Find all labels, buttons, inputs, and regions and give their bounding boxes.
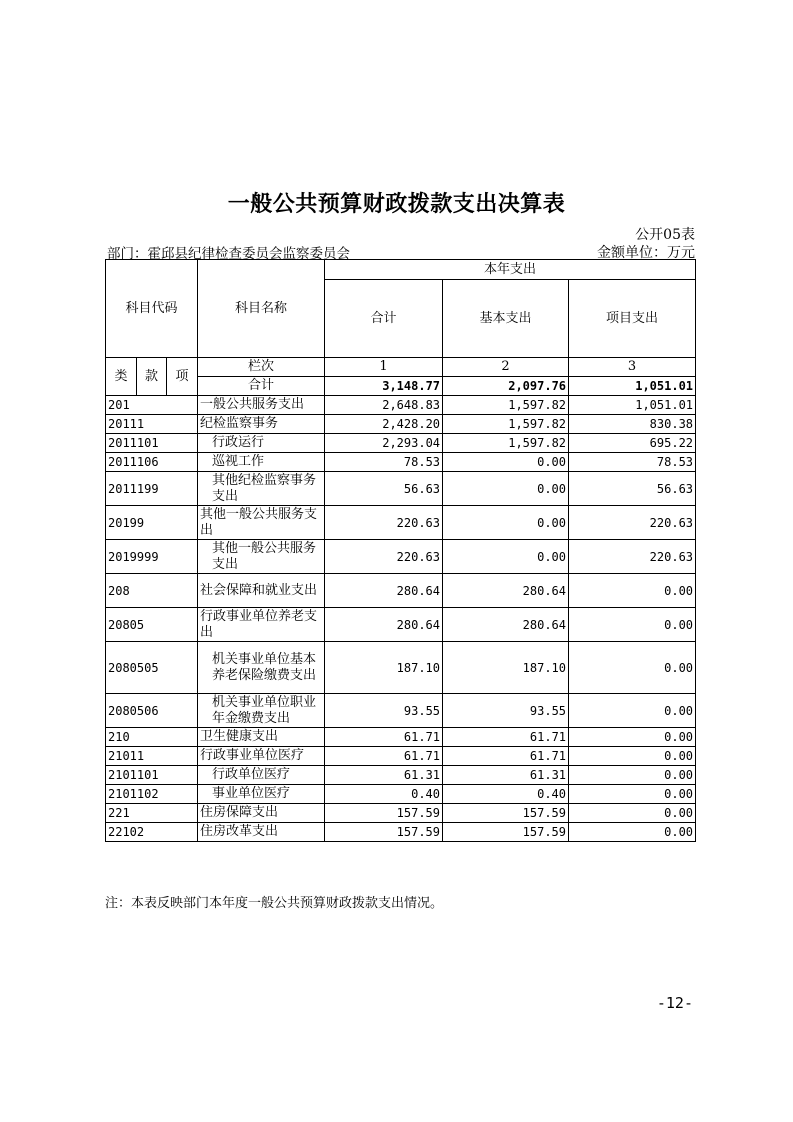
project-cell: 220.63 — [569, 540, 696, 574]
table-row — [106, 804, 696, 823]
subject-code-cell: 2080506 — [106, 694, 198, 728]
project-cell: 0.00 — [569, 823, 696, 842]
subject-name-cell: 其他纪检监察事务支出 — [198, 472, 325, 506]
basic-cell: 1,597.82 — [443, 434, 569, 453]
header-column-label: 栏次 — [198, 358, 325, 377]
subject-code-cell: 20805 — [106, 608, 198, 642]
total-cell: 157.59 — [325, 823, 443, 842]
amount-unit-label: 金额单位：万元 — [597, 245, 695, 261]
basic-cell: 1,597.82 — [443, 415, 569, 434]
project-cell: 695.22 — [569, 434, 696, 453]
total-cell: 93.55 — [325, 694, 443, 728]
subject-code-cell: 20111 — [106, 415, 198, 434]
subject-name-cell: 机关事业单位职业年金缴费支出 — [198, 694, 325, 728]
subject-code-cell: 22102 — [106, 823, 198, 842]
total-cell: 2,648.83 — [325, 396, 443, 415]
table-row — [106, 766, 696, 785]
total-row-basic: 2,097.76 — [443, 377, 569, 396]
table-row — [106, 415, 696, 434]
form-number: 公开05表 — [635, 227, 695, 243]
table-row — [106, 642, 696, 694]
subject-name-cell: 纪检监察事务 — [198, 415, 325, 434]
table-row — [106, 574, 696, 608]
subject-name-cell: 卫生健康支出 — [198, 728, 325, 747]
header-current-year: 本年支出 — [325, 260, 696, 280]
total-cell: 56.63 — [325, 472, 443, 506]
header-subject-name: 科目名称 — [198, 260, 325, 358]
table-row — [106, 453, 696, 472]
total-row-project: 1,051.01 — [569, 377, 696, 396]
basic-cell: 0.00 — [443, 453, 569, 472]
total-cell: 0.40 — [325, 785, 443, 804]
project-cell: 0.00 — [569, 574, 696, 608]
subject-name-cell: 行政事业单位医疗 — [198, 747, 325, 766]
total-cell: 61.71 — [325, 747, 443, 766]
total-cell: 2,293.04 — [325, 434, 443, 453]
table-note: 注：本表反映部门本年度一般公共预算财政拨款支出情况。 — [105, 896, 444, 911]
header-kuan: 款 — [137, 358, 167, 396]
subject-code-cell: 208 — [106, 574, 198, 608]
subject-code-cell: 2011199 — [106, 472, 198, 506]
subject-code-cell: 221 — [106, 804, 198, 823]
subject-name-cell: 社会保障和就业支出 — [198, 574, 325, 608]
header-total: 合计 — [325, 280, 443, 358]
basic-cell: 187.10 — [443, 642, 569, 694]
header-subject-code: 科目代码 — [106, 260, 198, 358]
project-cell: 0.00 — [569, 608, 696, 642]
subject-code-cell: 2011106 — [106, 453, 198, 472]
table-row — [106, 747, 696, 766]
table-row — [106, 472, 696, 506]
subject-name-cell: 行政事业单位养老支出 — [198, 608, 325, 642]
header-basic: 基本支出 — [443, 280, 569, 358]
total-cell: 157.59 — [325, 804, 443, 823]
project-cell: 78.53 — [569, 453, 696, 472]
subject-name-cell: 其他一般公共服务支出 — [198, 540, 325, 574]
subject-name-cell: 行政运行 — [198, 434, 325, 453]
subject-code-cell: 2080505 — [106, 642, 198, 694]
header-col-3: 3 — [569, 358, 696, 377]
total-cell: 220.63 — [325, 506, 443, 540]
total-cell: 280.64 — [325, 574, 443, 608]
basic-cell: 93.55 — [443, 694, 569, 728]
table-row — [106, 506, 696, 540]
total-cell: 280.64 — [325, 608, 443, 642]
project-cell: 0.00 — [569, 747, 696, 766]
total-cell: 220.63 — [325, 540, 443, 574]
subject-code-cell: 2011101 — [106, 434, 198, 453]
subject-code-cell: 210 — [106, 728, 198, 747]
table-row — [106, 694, 696, 728]
total-cell: 2,428.20 — [325, 415, 443, 434]
table-row — [106, 434, 696, 453]
subject-name-cell: 机关事业单位基本养老保险缴费支出 — [198, 642, 325, 694]
project-cell: 0.00 — [569, 804, 696, 823]
basic-cell: 0.00 — [443, 506, 569, 540]
table-row — [106, 608, 696, 642]
project-cell: 830.38 — [569, 415, 696, 434]
page-number: -12- — [656, 994, 693, 1012]
project-cell: 0.00 — [569, 642, 696, 694]
table-row — [106, 823, 696, 842]
project-cell: 56.63 — [569, 472, 696, 506]
basic-cell: 157.59 — [443, 823, 569, 842]
subject-code-cell: 2101102 — [106, 785, 198, 804]
header-project: 项目支出 — [569, 280, 696, 358]
project-cell: 0.00 — [569, 728, 696, 747]
subject-code-cell: 201 — [106, 396, 198, 415]
total-row-label: 合计 — [198, 377, 325, 396]
project-cell: 1,051.01 — [569, 396, 696, 415]
expenditure-table — [105, 259, 696, 842]
basic-cell: 0.00 — [443, 472, 569, 506]
header-col-2: 2 — [443, 358, 569, 377]
subject-name-cell: 事业单位医疗 — [198, 785, 325, 804]
basic-cell: 280.64 — [443, 574, 569, 608]
basic-cell: 0.40 — [443, 785, 569, 804]
total-row-total: 3,148.77 — [325, 377, 443, 396]
basic-cell: 61.71 — [443, 747, 569, 766]
total-cell: 61.71 — [325, 728, 443, 747]
table-row — [106, 540, 696, 574]
table-title: 一般公共预算财政拨款支出决算表 — [227, 191, 566, 217]
subject-code-cell: 20199 — [106, 506, 198, 540]
project-cell: 220.63 — [569, 506, 696, 540]
basic-cell: 61.71 — [443, 728, 569, 747]
subject-name-cell: 行政单位医疗 — [198, 766, 325, 785]
subject-name-cell: 巡视工作 — [198, 453, 325, 472]
project-cell: 0.00 — [569, 766, 696, 785]
header-lei: 类 — [106, 358, 137, 396]
total-cell: 187.10 — [325, 642, 443, 694]
subject-code-cell: 2101101 — [106, 766, 198, 785]
subject-name-cell: 一般公共服务支出 — [198, 396, 325, 415]
basic-cell: 157.59 — [443, 804, 569, 823]
header-col-1: 1 — [325, 358, 443, 377]
table-row — [106, 728, 696, 747]
project-cell: 0.00 — [569, 785, 696, 804]
basic-cell: 280.64 — [443, 608, 569, 642]
total-cell: 61.31 — [325, 766, 443, 785]
project-cell: 0.00 — [569, 694, 696, 728]
header-xiang: 项 — [167, 358, 198, 396]
table-row — [106, 785, 696, 804]
total-cell: 78.53 — [325, 453, 443, 472]
basic-cell: 0.00 — [443, 540, 569, 574]
subject-name-cell: 其他一般公共服务支出 — [198, 506, 325, 540]
subject-code-cell: 21011 — [106, 747, 198, 766]
table-row — [106, 396, 696, 415]
department-label: 部门：霍邱县纪律检查委员会监察委员会 — [107, 246, 350, 262]
basic-cell: 1,597.82 — [443, 396, 569, 415]
basic-cell: 61.31 — [443, 766, 569, 785]
subject-code-cell: 2019999 — [106, 540, 198, 574]
subject-name-cell: 住房改革支出 — [198, 823, 325, 842]
subject-name-cell: 住房保障支出 — [198, 804, 325, 823]
